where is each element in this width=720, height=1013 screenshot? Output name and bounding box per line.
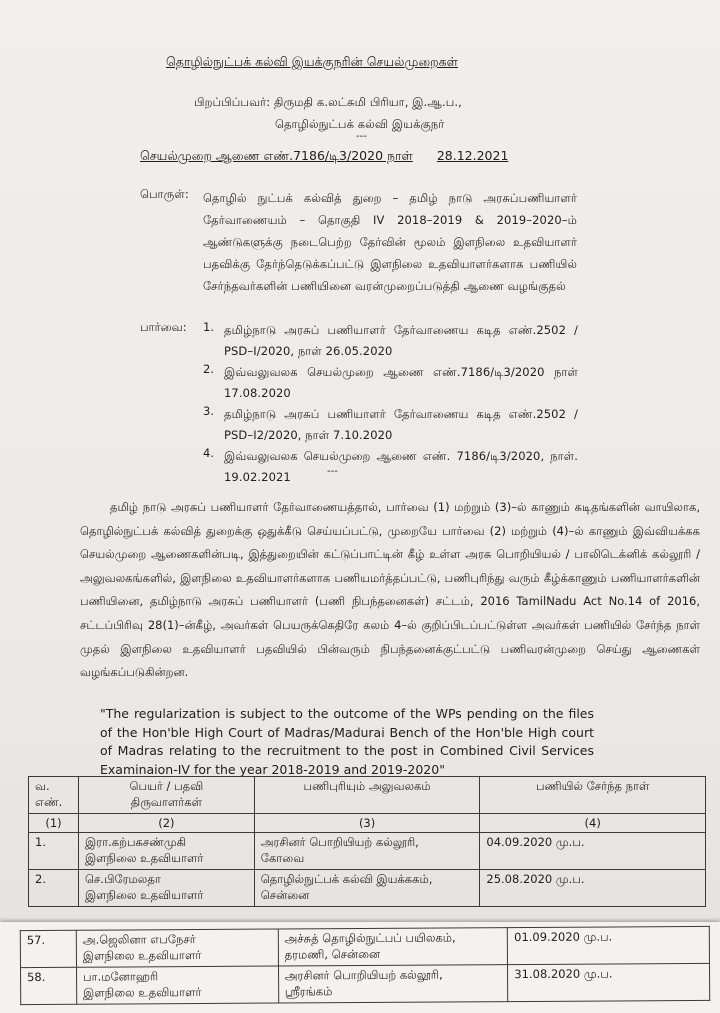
order-number: செயல்முறை ஆணை எண்.7186/டி3/2020 நாள் [140,148,413,163]
reference-item: 3. தமிழ்நாடு அரசுப் பணியாளர் தேர்வாணைய கடித எண்.2502 / PSD–I2/2020, நாள் 7.10.2020 [203,404,578,442]
references-list [203,320,578,488]
reference-item: 2. இவ்வலுவலக செயல்முறை ஆணை எண்.7186/டி3/2020 நாள் 17.08.2020 [203,362,578,400]
table-row: 58. பா.மனோஹரி இளநிலை உதவியாளர் அரசினர் பொறியியற் கல்லூரி, ஸ்ரீரங்கம் 31.08.2020 மு.ப. [21,963,710,1004]
employee-table [28,776,706,907]
table-row: 1. இரா.கற்பகசண்முகி இளநிலை உதவியாளர் அரசினர் பொறியியற் கல்லூரி, கோவை 04.09.2020 மு.ப. [29,833,706,870]
body-paragraph: தமிழ் நாடு அரசுப் பணியாளர் தேர்வாணையத்தால், பார்வை (1) மற்றும் (3)–ல் காணும் கடிதங்களின் வாயிலாக, தொழில்நுட்பக் கல்வித் துறைக்கு ஒதுக்கீடு செய்யப்பட்டு, முறையே பார்வை (2) மற்றும் (4)–ல் காணும் இவ்வியக்கக செயல்முறை ஆணைகளின்படி, இத்துறையின் கட்டுப்பாட்டின் கீழ் உள்ள அரசு பொறியியல் / பாலிடெக்னிக் கல்லூரி / அலுவலகங்களில், இளநிலை உதவியாளர்களாக பணியமர்த்தப்பட்டு, பணிபுரிந்து வரும் கீழ்க்காணும் பணியாளர்களின் பணியினை, தமிழ்நாடு அரசுப் பணியாளர் (பணி நிபந்தனைகள்) சட்டம், 2016 TamilNadu Act No.14 of 2016, சட்டப்பிரிவு 28(1)–ன்கீழ், அவர்கள் பெயருக்கெதிரே கலம் 4–ல் குறிப்பிடப்பட்டுள்ள அவர்கள் பணியில் சேர்ந்த நாள் முதல் இளநிலை உதவியாளர் பதவியில் பின்வரும் நிபந்தனைக்குட்பட்டு பணிவரன்முறை செய்து ஆணைகள் வழங்கப்படுகின்றன. [80,500,700,680]
subject-label: பொருள்: [140,187,189,201]
references-label: பார்வை: [140,320,187,334]
table-row: 57. அ.ஜெலினா எபநேசர் இளநிலை உதவியாளர் அச்சுத் தொழில்நுட்பப் பயிலகம், தரமணி, சென்னை 01.09.2020 மு.ப. [20,926,709,967]
table-colnum-row: (1) (2) (3) (4) [29,814,706,833]
regularization-condition-quote: "The regularization is subject to the outcome of the WPs pending on the files of the Hon'ble High Court of Madras/Madurai Bench of the Hon'ble High court of Madras relating to the recruitment to the post in Combined Civil Services Examinaion-IV for the year 2018-2019 and 2019-2020" [100,706,594,777]
header-sno: வ. எண். [29,777,79,814]
table-row: 2. செ.பிரேமலதா இளநிலை உதவியாளர் தொழில்நுட்பக் கல்வி இயக்ககம், சென்னை 25.08.2020 மு.ப. [29,870,706,907]
order-number-line [140,148,508,165]
reference-item: 4. இவ்வலுவலக செயல்முறை ஆணை எண். 7186/டி3/2020, நாள். 19.02.2021 [203,446,578,484]
header-joined: பணியில் சேர்ந்த நாள் [480,777,706,814]
order-date: 28.12.2021 [436,148,509,163]
separator: --- [327,466,338,477]
subject-text: தொழில் நுட்பக் கல்வித் துறை – தமிழ் நாடு அரசுப்பணியாளர் தேர்வாணையம் – தொகுதி IV 2018–2019 & 2019–2020–ம் ஆண்டுகளுக்கு நடைபெற்ற தேர்வின் மூலம் இளநிலை உதவியாளர் பதவிக்கு தேர்ந்தெடுக்கப்பட்டு இளநிலை உதவியாளர்களாக பணியில் சேர்ந்தவர்களின் பணியினை வரன்முறைப்படுத்தி ஆணை வழங்குதல் [203,191,577,293]
document-title: தொழில்நுட்பக் கல்வி இயக்குநரின் செயல்முறைகள் [166,54,458,69]
header-name: பெயர் / பதவி திருவாளர்கள் [78,777,254,814]
separator: --- [356,131,367,142]
reference-item: 1. தமிழ்நாடு அரசுப் பணியாளர் தேர்வாணைய கடித எண்.2502 / PSD–I/2020, நாள் 26.05.2020 [203,320,578,358]
header-office: பணிபுரியும் அலுவலகம் [254,777,480,814]
table-header-row [29,777,706,814]
issuer-designation: தொழில்நுட்பக் கல்வி இயக்குநர் [275,117,445,131]
issuer-line: பிறப்பிப்பவர்: திருமதி க.லட்சுமி பிரியா, இ.ஆ.ப., [194,95,462,109]
employee-table-continued [20,926,710,1005]
